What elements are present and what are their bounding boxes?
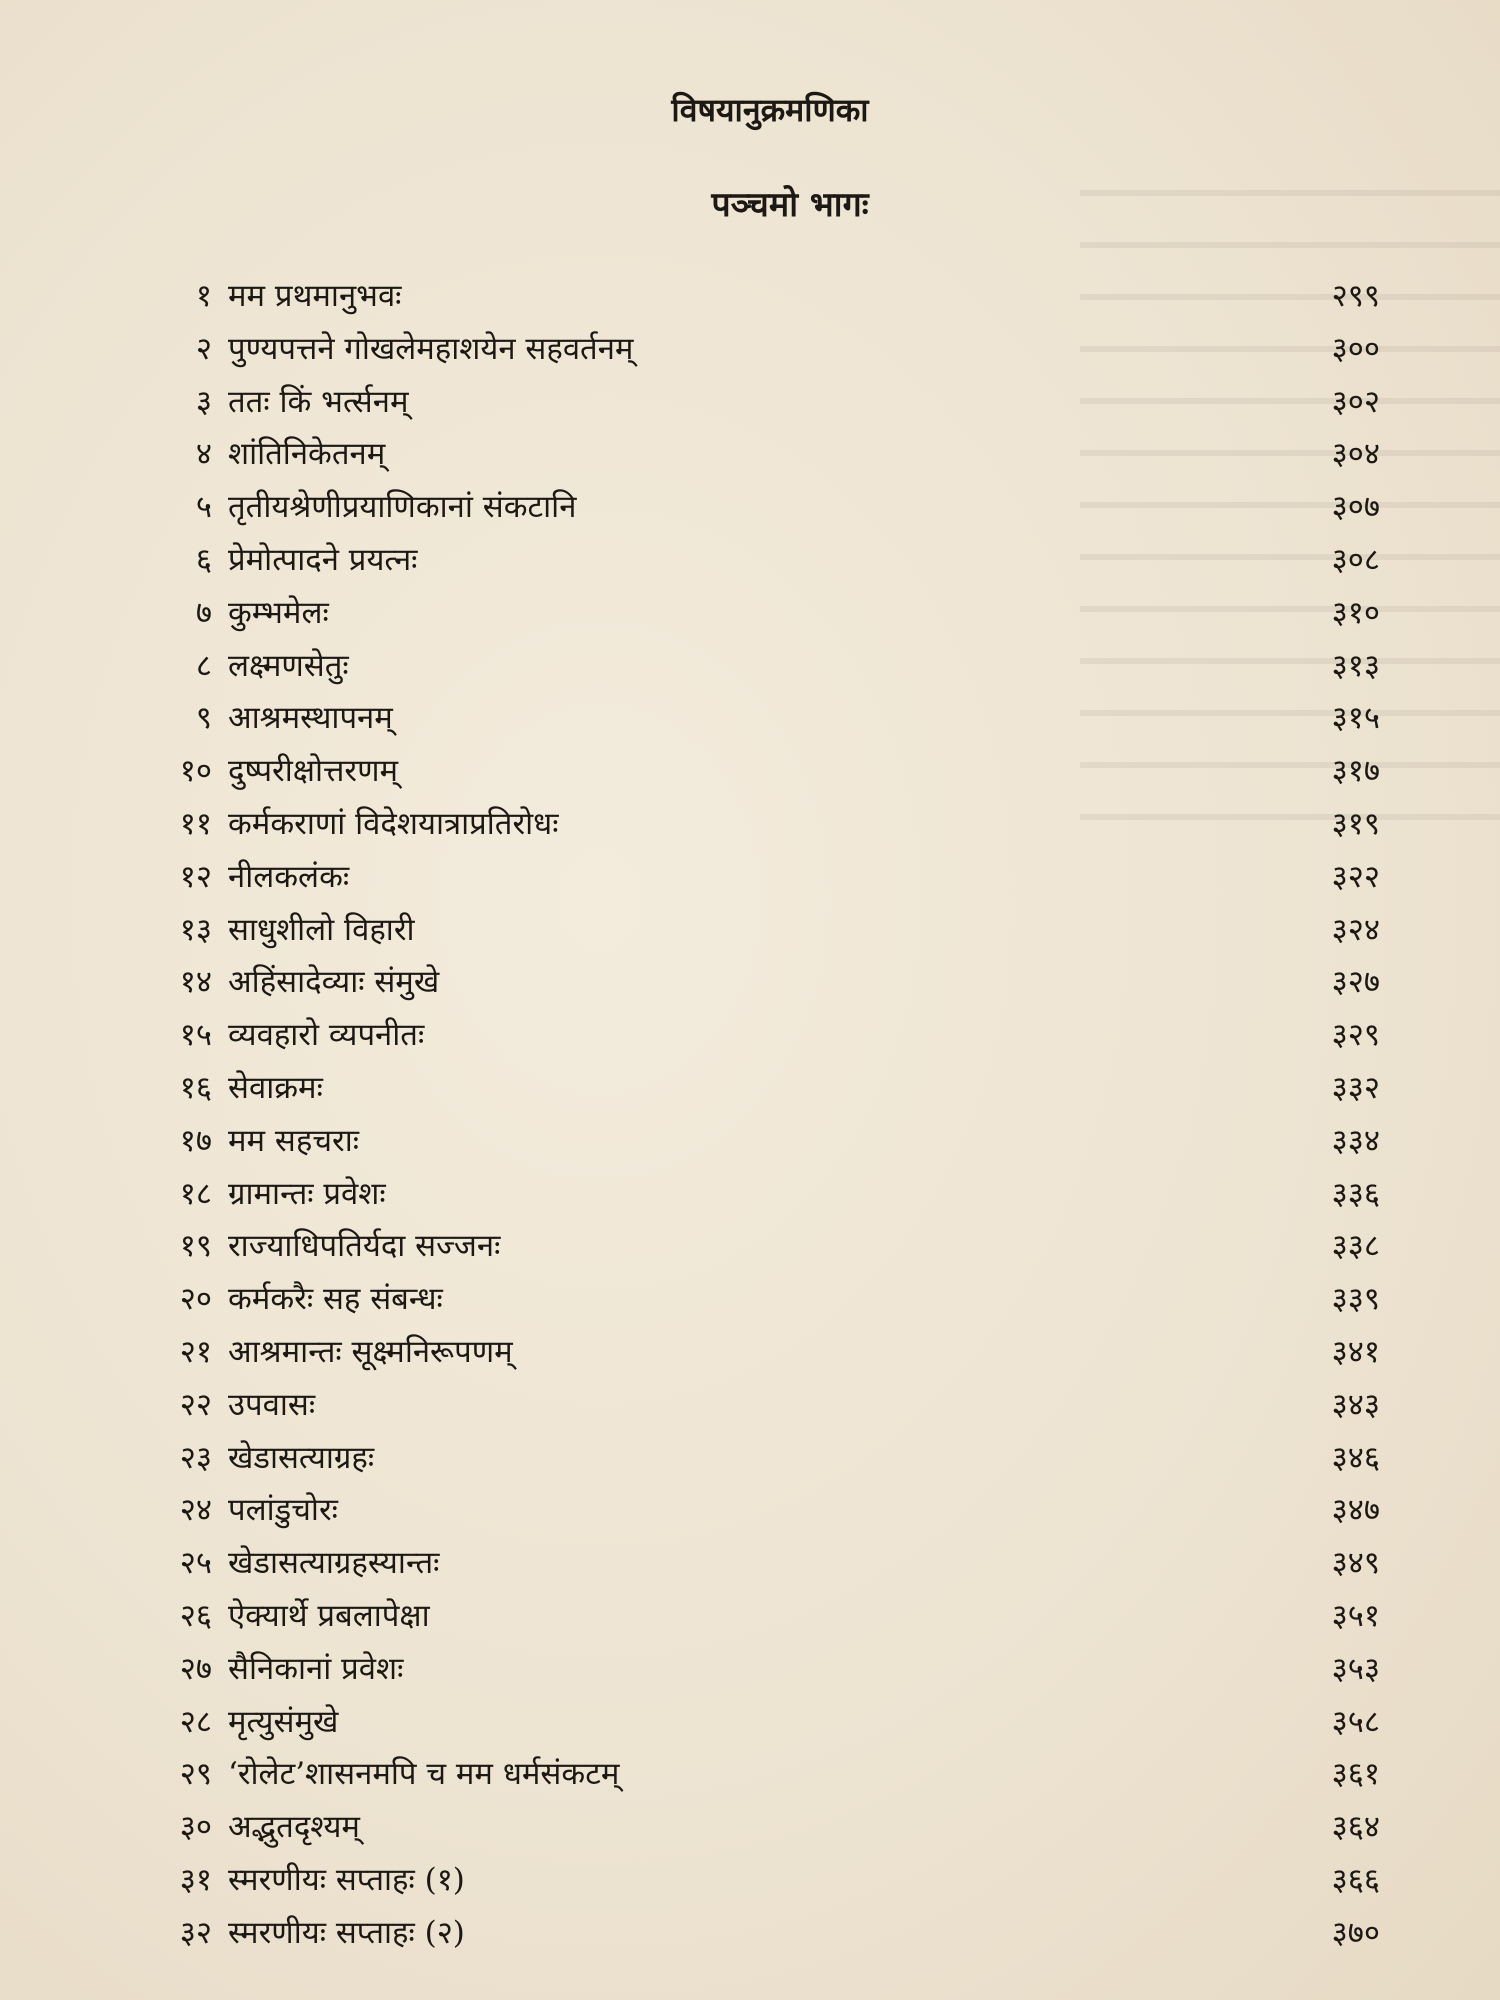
- entry-page-number: ३०७: [1331, 489, 1380, 526]
- entry-title: स्मरणीयः सप्ताहः (१): [228, 1861, 465, 1898]
- part-heading: पञ्चमो भागः: [711, 185, 869, 225]
- entry-page-number: ३०२: [1331, 383, 1380, 420]
- entry-number: २१: [179, 1333, 212, 1370]
- toc-entry: [140, 1484, 1380, 1537]
- entry-number: १: [195, 278, 212, 314]
- entry-title: ततः किं भर्त्सनम्: [228, 383, 409, 420]
- toc-entry: [140, 956, 1380, 1009]
- entry-number: २४: [179, 1492, 212, 1529]
- entry-title: साधुशीलो विहारी: [228, 911, 415, 948]
- entry-number: १६: [179, 1069, 212, 1106]
- entry-title: कर्मकराणां विदेशयात्राप्रतिरोधः: [228, 805, 559, 842]
- entry-title: लक्ष्मणसेतुः: [228, 647, 349, 684]
- entry-page-number: ३१०: [1331, 594, 1380, 631]
- entry-page-number: ३४६: [1331, 1439, 1380, 1476]
- toc-entry: [140, 1009, 1380, 1062]
- entry-title: शांतिनिकेतनम्: [228, 436, 386, 473]
- entry-page-number: ३५३: [1331, 1650, 1380, 1687]
- entry-page-number: ३४१: [1331, 1333, 1380, 1370]
- entry-title: अद्भुतदृश्यम्: [228, 1809, 360, 1846]
- entry-number: ७: [195, 594, 212, 631]
- entry-title: खेडासत्याग्रहः: [228, 1439, 375, 1476]
- entry-page-number: ३३६: [1331, 1175, 1380, 1212]
- toc-entry: [140, 745, 1380, 798]
- toc-entry: [140, 323, 1380, 376]
- entry-number: ६: [195, 541, 212, 578]
- entry-title: दुष्परीक्षोत्तरणम्: [228, 753, 399, 790]
- entry-page-number: ३१५: [1331, 700, 1380, 737]
- entry-page-number: ३१३: [1331, 647, 1380, 684]
- entry-title: पुण्यपत्तने गोखलेमहाशयेन सहवर्तनम्: [228, 330, 634, 367]
- entry-title: ‘रोलेट’शासनमपि च मम धर्मसंकटम्: [228, 1756, 620, 1793]
- entry-number: २३: [179, 1439, 212, 1476]
- toc-entry: [140, 851, 1380, 904]
- entry-title: मम सहचराः: [228, 1122, 360, 1159]
- entry-page-number: ३२२: [1331, 858, 1380, 895]
- entry-number: २२: [179, 1386, 212, 1423]
- entry-number: २: [195, 330, 212, 367]
- toc-entry: [140, 1432, 1380, 1485]
- entry-title: सेवाक्रमः: [228, 1069, 323, 1106]
- entry-number: २९: [179, 1756, 212, 1793]
- toc-entry: [140, 1590, 1380, 1643]
- toc-entry: [140, 270, 1380, 323]
- entry-page-number: ३२७: [1331, 964, 1380, 1001]
- entry-page-number: ३४९: [1331, 1545, 1380, 1582]
- toc-entry: [140, 904, 1380, 957]
- entry-title: सैनिकानां प्रवेशः: [228, 1650, 404, 1687]
- entry-page-number: ३०८: [1331, 541, 1380, 578]
- entry-page-number: ३१९: [1331, 805, 1380, 842]
- toc-entry: [140, 692, 1380, 745]
- entry-title: राज्याधिपतिर्यदा सज्जनः: [228, 1228, 501, 1265]
- entry-number: ३१: [179, 1861, 212, 1898]
- entry-number: २५: [179, 1545, 212, 1582]
- entry-number: ३२: [179, 1914, 212, 1951]
- table-of-contents: [140, 270, 1380, 1960]
- entry-number: ९: [195, 700, 212, 737]
- entry-page-number: ३००: [1331, 330, 1380, 367]
- entry-title: व्यवहारो व्यपनीतः: [228, 1017, 425, 1054]
- entry-title: आश्रमान्तः सूक्ष्मनिरूपणम्: [228, 1333, 513, 1370]
- entry-page-number: ३३४: [1331, 1122, 1380, 1159]
- entry-page-number: ३३८: [1331, 1228, 1380, 1265]
- entry-number: २७: [179, 1650, 212, 1687]
- entry-title: अहिंसादेव्याः संमुखे: [228, 964, 440, 1001]
- entry-number: १२: [179, 858, 212, 895]
- toc-entry: [140, 428, 1380, 481]
- toc-entry: [140, 1379, 1380, 1432]
- toc-entry: [140, 1748, 1380, 1801]
- entry-title: प्रेमोत्पादने प्रयत्नः: [228, 541, 418, 578]
- entry-page-number: ३३९: [1331, 1281, 1380, 1318]
- entry-page-number: ३६६: [1331, 1861, 1380, 1898]
- entry-number: ३: [195, 383, 212, 420]
- entry-page-number: ३४३: [1331, 1386, 1380, 1423]
- entry-title: उपवासः: [228, 1386, 316, 1423]
- toc-entry: [140, 640, 1380, 693]
- page-title: विषयानुक्रमणिका: [671, 91, 869, 129]
- toc-entry: [140, 1801, 1380, 1854]
- entry-page-number: ३२४: [1331, 911, 1380, 948]
- entry-title: मम प्रथमानुभवः: [228, 278, 402, 314]
- toc-entry: [140, 1854, 1380, 1907]
- entry-page-number: २९९: [1331, 278, 1380, 314]
- entry-title: नीलकलंकः: [228, 858, 350, 895]
- entry-page-number: ३३२: [1331, 1069, 1380, 1106]
- entry-title: आश्रमस्थापनम्: [228, 700, 393, 737]
- entry-title: स्मरणीयः सप्ताहः (२): [228, 1914, 465, 1951]
- entry-title: पलांडुचोरः: [228, 1492, 338, 1529]
- toc-entry: [140, 1273, 1380, 1326]
- toc-entry: [140, 1643, 1380, 1696]
- toc-entry: [140, 481, 1380, 534]
- entry-number: २८: [179, 1703, 212, 1740]
- toc-entry: [140, 1326, 1380, 1379]
- toc-entry: [140, 376, 1380, 429]
- toc-entry: [140, 1537, 1380, 1590]
- toc-entry: [140, 1696, 1380, 1749]
- entry-number: ३०: [179, 1809, 212, 1846]
- toc-entry: [140, 1907, 1380, 1960]
- entry-number: १३: [179, 911, 212, 948]
- entry-title: ऐक्यार्थे प्रबलापेक्षा: [228, 1597, 430, 1634]
- toc-entry: [140, 1220, 1380, 1273]
- entry-title: मृत्युसंमुखे: [228, 1703, 339, 1740]
- toc-entry: [140, 587, 1380, 640]
- entry-title: तृतीयश्रेणीप्रयाणिकानां संकटानि: [228, 489, 577, 526]
- entry-number: २६: [179, 1597, 212, 1634]
- entry-number: १५: [179, 1017, 212, 1054]
- entry-page-number: ३६४: [1331, 1809, 1380, 1846]
- entry-number: ८: [195, 647, 212, 684]
- entry-title: खेडासत्याग्रहस्यान्तः: [228, 1545, 440, 1582]
- entry-number: ५: [195, 489, 212, 526]
- entry-page-number: ३१७: [1331, 753, 1380, 790]
- toc-entry: [140, 534, 1380, 587]
- toc-entry: [140, 1168, 1380, 1221]
- toc-entry: [140, 1062, 1380, 1115]
- entry-number: १४: [179, 964, 212, 1001]
- entry-number: १९: [179, 1228, 212, 1265]
- entry-page-number: ३७०: [1331, 1914, 1380, 1951]
- toc-entry: [140, 1115, 1380, 1168]
- entry-page-number: ३२९: [1331, 1017, 1380, 1054]
- entry-page-number: ३४७: [1331, 1492, 1380, 1529]
- entry-number: २०: [179, 1281, 212, 1318]
- entry-title: ग्रामान्तः प्रवेशः: [228, 1175, 386, 1212]
- toc-entry: [140, 798, 1380, 851]
- entry-number: ११: [179, 805, 212, 842]
- entry-number: १८: [179, 1175, 212, 1212]
- entry-number: १७: [179, 1122, 212, 1159]
- entry-page-number: ३०४: [1331, 436, 1380, 473]
- entry-title: कुम्भमेलः: [228, 594, 329, 631]
- entry-number: १०: [179, 753, 212, 790]
- entry-title: कर्मकरैः सह संबन्धः: [228, 1281, 443, 1318]
- entry-number: ४: [195, 436, 212, 473]
- entry-page-number: ३५१: [1331, 1597, 1380, 1634]
- entry-page-number: ३६१: [1331, 1756, 1380, 1793]
- entry-page-number: ३५८: [1331, 1703, 1380, 1740]
